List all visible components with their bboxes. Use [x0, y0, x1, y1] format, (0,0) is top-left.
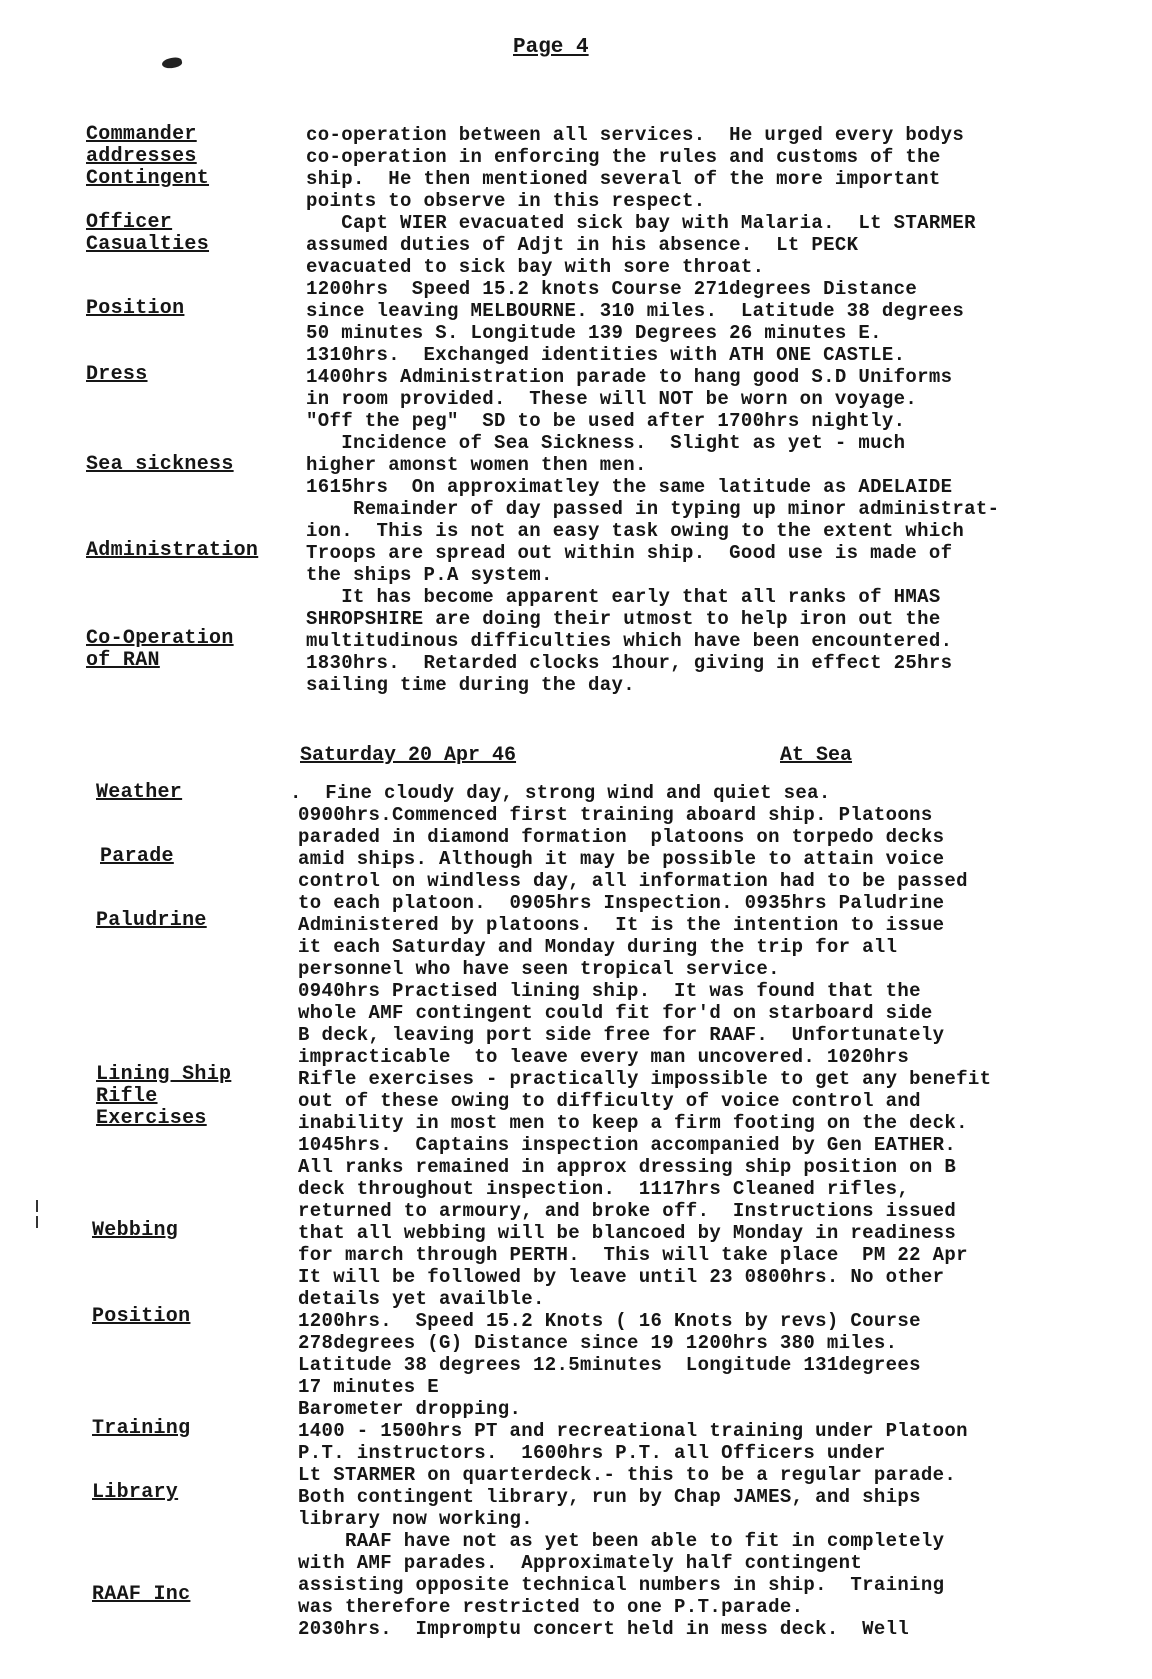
text-line: ion. This is not an easy task owing to the extent which	[306, 520, 965, 542]
text-line: returned to armoury, and broke off. Instructions issued	[298, 1200, 957, 1222]
margin-note-library: Library	[92, 1481, 179, 1504]
text-line: impracticable to leave every man uncovered. 1020hrs	[298, 1046, 910, 1068]
text-line: . Fine cloudy day, strong wind and quiet sea.	[290, 782, 831, 804]
text-line: personnel who have seen tropical service.	[298, 958, 780, 980]
text-line: Administered by platoons. It is the intention to issue	[298, 914, 945, 936]
text-line: in room provided. These will NOT be worn on voyage.	[306, 388, 918, 410]
text-line: sailing time during the day.	[306, 674, 636, 696]
page-number-header: Page 4	[513, 36, 589, 59]
text-line: Latitude 38 degrees 12.5minutes Longitude 131degrees	[298, 1354, 921, 1376]
text-line: 1830hrs. Retarded clocks 1hour, giving in effect 25hrs	[306, 652, 953, 674]
text-line: Incidence of Sea Sickness. Slight as yet - much	[306, 432, 906, 454]
margin-note-sea-sickness: Sea sickness	[86, 453, 234, 476]
text-line: All ranks remained in approx dressing ship position on B	[298, 1156, 957, 1178]
margin-note-co-operation: Co-Operation of RAN	[86, 627, 234, 672]
margin-note-webbing: Webbing	[92, 1219, 179, 1242]
text-line: 50 minutes S. Longitude 139 Degrees 26 minutes E.	[306, 322, 882, 344]
text-line: with AMF parades. Approximately half contingent	[298, 1552, 863, 1574]
margin-note-lining-ship: Lining Ship Rifle Exercises	[96, 1063, 232, 1130]
text-line: for march through PERTH. This will take place PM 22 Apr	[298, 1244, 968, 1266]
text-line: deck throughout inspection. 1117hrs Cleaned rifles,	[298, 1178, 910, 1200]
text-line: amid ships. Although it may be possible to attain voice	[298, 848, 945, 870]
text-line: Rifle exercises - practically impossible to get any benefit	[298, 1068, 992, 1090]
text-line: control on windless day, all information had to be passed	[298, 870, 968, 892]
text-line: higher amonst women then men.	[306, 454, 647, 476]
margin-note-administration: Administration	[86, 539, 259, 562]
text-line: 17 minutes E	[298, 1376, 440, 1398]
text-line: Capt WIER evacuated sick bay with Malaria. Lt STARMER	[306, 212, 976, 234]
margin-note-dress: Dress	[86, 363, 148, 386]
text-line: co-operation between all services. He urged every bodys	[306, 124, 965, 146]
margin-note-paludrine: Paludrine	[96, 909, 207, 932]
text-line: points to observe in this respect.	[306, 190, 706, 212]
text-line: RAAF have not as yet been able to fit in completely	[298, 1530, 945, 1552]
text-line: ship. He then mentioned several of the more important	[306, 168, 941, 190]
text-line: inability in most men to keep a firm footing on the deck.	[298, 1112, 968, 1134]
entry-date: Saturday 20 Apr 46	[300, 744, 517, 767]
text-line: since leaving MELBOURNE. 310 miles. Latitude 38 degrees	[306, 300, 965, 322]
text-line: 0940hrs Practised lining ship. It was found that the	[298, 980, 921, 1002]
margin-note-officer-casualties: Officer Casualties	[86, 211, 210, 256]
text-line: 278degrees (G) Distance since 19 1200hrs 380 miles.	[298, 1332, 898, 1354]
text-line: it each Saturday and Monday during the trip for all	[298, 936, 898, 958]
margin-note-parade: Parade	[100, 845, 174, 868]
text-line: Both contingent library, run by Chap JAMES, and ships	[298, 1486, 921, 1508]
text-line: 2030hrs. Impromptu concert held in mess deck. Well	[298, 1618, 910, 1640]
margin-note-training: Training	[92, 1417, 191, 1440]
margin-note-weather: Weather	[96, 781, 183, 804]
margin-note-commander: Commander addresses Contingent	[86, 123, 210, 190]
text-line: 1200hrs Speed 15.2 knots Course 271degrees Distance	[306, 278, 918, 300]
text-line: 0900hrs.Commenced first training aboard ship. Platoons	[298, 804, 933, 826]
text-line: out of these owing to difficulty of voice control and	[298, 1090, 921, 1112]
text-line: assisting opposite technical numbers in ship. Training	[298, 1574, 945, 1596]
text-line: paraded in diamond formation platoons on torpedo decks	[298, 826, 945, 848]
text-line: details yet availble.	[298, 1288, 545, 1310]
text-line: "Off the peg" SD to be used after 1700hrs nightly.	[306, 410, 906, 432]
text-line: 1400 - 1500hrs PT and recreational training under Platoon	[298, 1420, 968, 1442]
text-line: to each platoon. 0905hrs Inspection. 0935hrs Paludrine	[298, 892, 945, 914]
text-line: 1615hrs On approximatley the same latitude as ADELAIDE	[306, 476, 953, 498]
text-line: Barometer dropping.	[298, 1398, 522, 1420]
text-line: P.T. instructors. 1600hrs P.T. all Officers under	[298, 1442, 886, 1464]
text-line: assumed duties of Adjt in his absence. Lt PECK	[306, 234, 859, 256]
text-line: Lt STARMER on quarterdeck.- this to be a regular parade.	[298, 1464, 957, 1486]
text-line: 1310hrs. Exchanged identities with ATH ONE CASTLE.	[306, 344, 906, 366]
text-line: It has become apparent early that all ranks of HMAS	[306, 586, 941, 608]
text-line: B deck, leaving port side free for RAAF. Unfortunately	[298, 1024, 945, 1046]
text-line: co-operation in enforcing the rules and customs of the	[306, 146, 941, 168]
text-line: evacuated to sick bay with sore throat.	[306, 256, 765, 278]
margin-note-raaf: RAAF Inc	[92, 1583, 191, 1606]
text-line: 1200hrs. Speed 15.2 Knots ( 16 Knots by revs) Course	[298, 1310, 921, 1332]
entry-location: At Sea	[780, 744, 853, 767]
text-line: library now working.	[298, 1508, 534, 1530]
text-line: SHROPSHIRE are doing their utmost to help iron out the	[306, 608, 941, 630]
text-line: the ships P.A system.	[306, 564, 553, 586]
text-line: that all webbing will be blancoed by Monday in readiness	[298, 1222, 957, 1244]
text-line: whole AMF contingent could fit for'd on starboard side	[298, 1002, 933, 1024]
text-line: multitudinous difficulties which have been encountered.	[306, 630, 953, 652]
margin-note-position-2: Position	[92, 1305, 191, 1328]
margin-note-position: Position	[86, 297, 185, 320]
text-line: 1045hrs. Captains inspection accompanied by Gen EATHER.	[298, 1134, 957, 1156]
text-line: Remainder of day passed in typing up minor administrat-	[306, 498, 1000, 520]
text-line: 1400hrs Administration parade to hang good S.D Uniforms	[306, 366, 953, 388]
text-line: was therefore restricted to one P.T.parade.	[298, 1596, 804, 1618]
text-line: Troops are spread out within ship. Good use is made of	[306, 542, 953, 564]
text-line: It will be followed by leave until 23 0800hrs. No other	[298, 1266, 945, 1288]
